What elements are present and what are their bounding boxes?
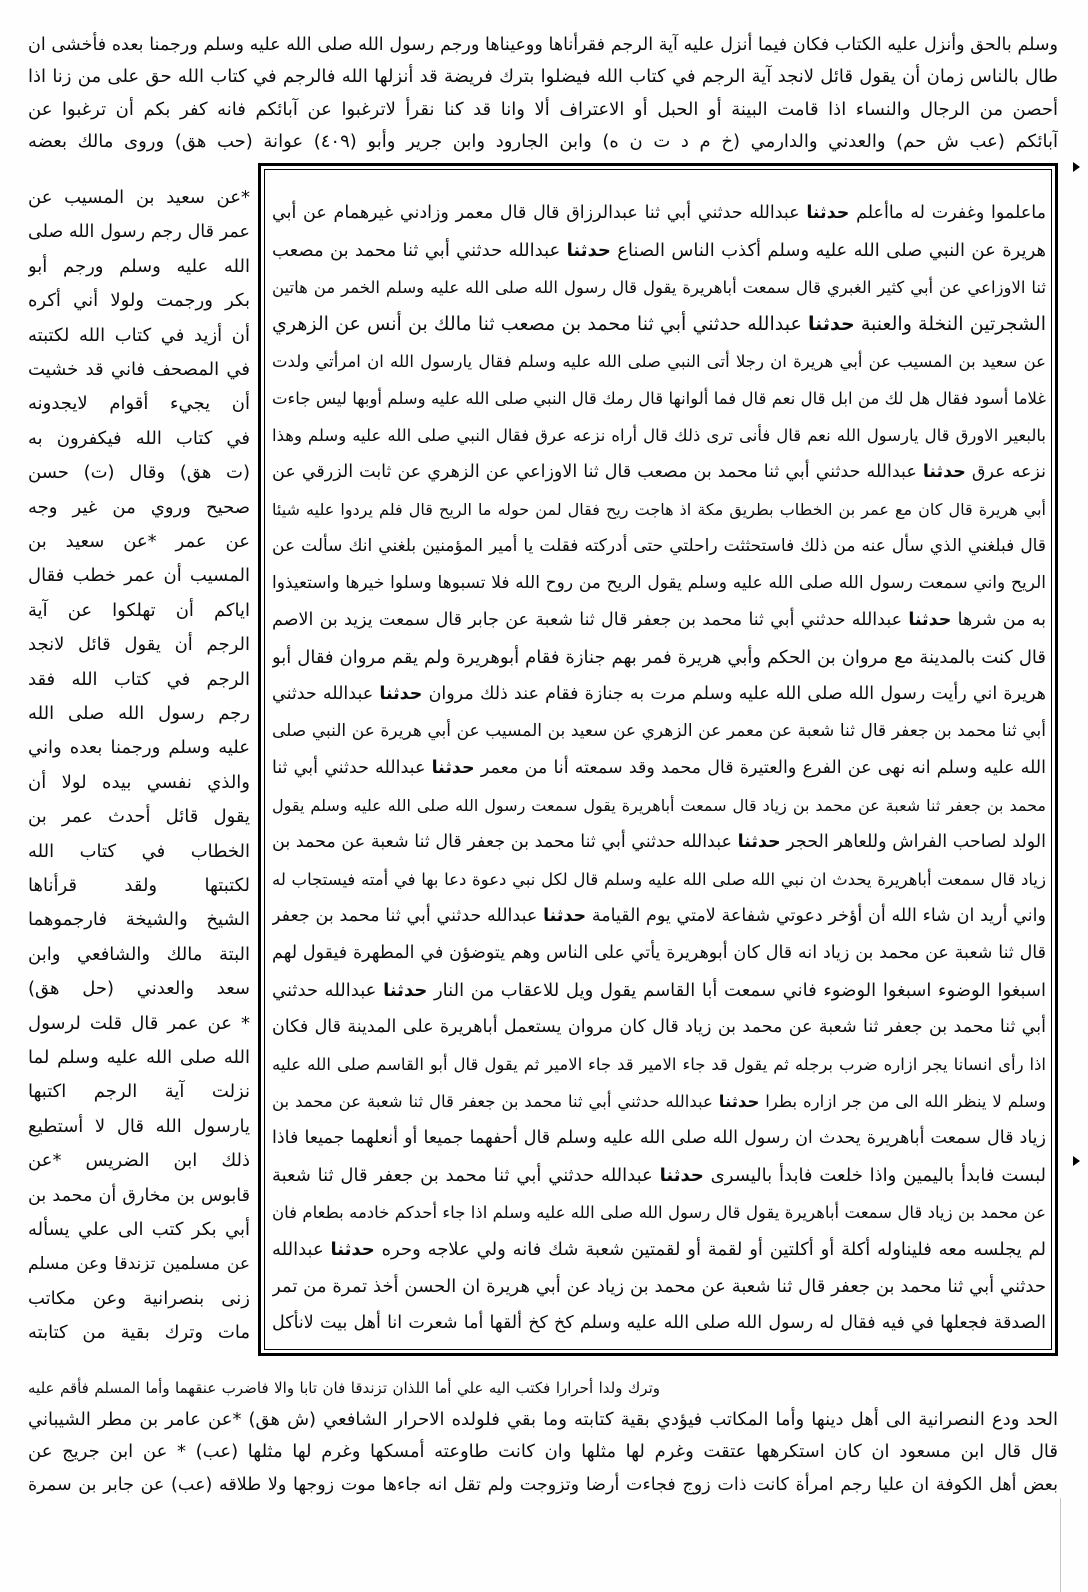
- margin-commentary-column: [28, 181, 250, 1353]
- haddathana-marker: حدثنا: [908, 610, 952, 630]
- bottom-text-line: قال قال ابن مسعود ان كان استكرهها عتقت وغرم لها مثلها وان كانت طاوعته أمسكها وغرم لها مثلها (عب) * عن ابن جريج عن: [28, 1441, 1058, 1462]
- haddathana-marker: حدثنا: [543, 906, 587, 926]
- margin-text-line: ذلك ابن الضريس *عن: [28, 1150, 250, 1171]
- margin-text-line: يقول قائل أحدث عمر بن: [28, 806, 250, 827]
- main-text-line: لم يجلسه معه فليناوله أكلة أو أكلتين أو لقمة أو لقمتين شعبة شك فانه ولي علاجه وحره حدثنا عبدالله: [272, 1239, 1046, 1260]
- top-text-block: [28, 29, 1058, 161]
- top-text-line: طال بالناس زمان أن يقول قائل لانجد آية الرجم في كتاب الله فيضلوا بترك فريضة قد أنزلها الله فالرجم في كتاب الله حق على من زنا اذا: [28, 66, 1058, 87]
- main-text-line: الريح واني سمعت رسول الله صلى الله عليه وسلم يقول الريح من روح الله فلا تسبوها وسلوا خيرها واستعيذوا: [272, 573, 1046, 593]
- main-text-line: غلاما أسود فقال هل لك من ابل قال نعم قال فما ألوانها قال رمك قال النبي صلى الله عليه وسلم أوبها ليس جاءت: [272, 389, 1046, 408]
- margin-text-line: الله صلى الله عليه وسلم لما: [28, 1047, 250, 1068]
- main-text-line: قال فبلغني الذي سأل عنه من ذلك فاستحثثت راحلتي حتى أدركته فقلت يا أمير المؤمنين بلغني انك سألت عن: [272, 536, 1046, 556]
- haddathana-marker: حدثنا: [922, 462, 966, 482]
- main-text-line: الله عليه وسلم انه نهى عن الفرع والعتيرة قال محمد وقد سمعته أنا من معمر حدثنا عبدالله حدثني أبي ثنا: [272, 758, 1046, 778]
- haddathana-marker: حدثنا: [566, 240, 611, 261]
- top-text-line: آبائكم (عب ش حم) والعدني والدارمي (خ م د ت ن ه) وابن الجارود وابن جرير وأبو (٤٠٩) عوانة (حب هق) وروى مالك بعضه: [28, 131, 1058, 152]
- main-text-line: الولد لصاحب الفراش وللعاهر الحجر حدثنا عبدالله حدثني أبي ثنا محمد بن جعفر قال ثنا شعبة عن محمد بن: [272, 832, 1046, 852]
- main-text-line: عن سعيد بن المسيب عن أبي هريرة ان رجلا أتى النبي صلى الله عليه وسلم فقال يارسول الله ان امرأتي ولدت: [272, 352, 1046, 371]
- main-text-line: زياد قال سمعت أباهريرة يحدث ان رسول الله صلى الله عليه وسلم قال أحفهما جميعا أو أنعلهما جميعا فاذا: [272, 1128, 1046, 1148]
- haddathana-marker: حدثنا: [806, 203, 850, 223]
- margin-text-line: المسيب أن عمر خطب فقال: [28, 565, 250, 586]
- haddathana-marker: حدثنا: [807, 313, 855, 335]
- margin-text-line: زنى بنصرانية وعن مكاتب: [28, 1288, 250, 1309]
- margin-text-line: عن عمر *عن سعيد بن: [28, 531, 250, 552]
- main-text-line: الشجرتين النخلة والعنبة حدثنا عبدالله حدثني أبي ثنا محمد بن مصعب ثنا مالك بن أنس عن الزهري: [272, 313, 1046, 335]
- margin-text-line: اياكم أن تهلكوا عن آية: [28, 600, 250, 621]
- margin-text-line: يارسول الله قال لا أستطيع: [28, 1116, 250, 1137]
- page-gutter-line: [1060, 1498, 1061, 1592]
- margin-text-line: بكر ورجمت ولولا أني أكره: [28, 290, 250, 311]
- main-text-line: حدثني أبي ثنا محمد بن جعفر قال ثنا شعبة عن محمد بن زياد عن أبي هريرة ان الحسن أخذ تمرة من تمر: [272, 1276, 1046, 1297]
- main-text-line: اذا رأى انسانا يجر ازاره ضرب برجله ثم يقول قد جاء الامير قد جاء الامير ثم يقول قال أبو القاسم صلى الله عليه: [272, 1055, 1046, 1074]
- margin-text-line: الله عليه وسلم ورجم أبو: [28, 256, 250, 277]
- main-text-line: أبي ثنا محمد بن جعفر ثنا شعبة عن محمد بن زياد قال كان مروان يستعمل أباهريرة على المدينة قال فكان: [272, 1017, 1046, 1037]
- haddathana-marker: حدثنا: [383, 980, 428, 1001]
- main-text-block: [272, 195, 1046, 1345]
- main-text-line: به من شرها حدثنا عبدالله حدثني أبي ثنا محمد بن جعفر قال ثنا شعبة عن جابر قال سمعت يزيد بن الاصم: [272, 610, 1046, 630]
- margin-text-line: في كتاب الله فيكفرون به: [28, 428, 250, 449]
- haddathana-marker: حدثنا: [718, 1092, 760, 1111]
- margin-text-line: أبي بكر كتب الى علي يسأله: [28, 1219, 250, 1240]
- margin-text-line: مات وترك بقية من كتابته: [28, 1322, 250, 1343]
- margin-text-line: *عن سعيد بن المسيب عن: [28, 187, 250, 208]
- margin-text-line: الرجم أن يقول قائل لانجد: [28, 634, 250, 655]
- main-text-line: قال ثنا شعبة عن محمد بن زياد انه قال كان أبوهريرة يأتي على الناس وهم يتوضؤن في المطهرة فيقول لهم: [272, 943, 1046, 963]
- margin-text-line: سعد والعدني (حل هق): [28, 978, 250, 999]
- main-text-line: ثنا الاوزاعي عن أبي كثير الغبري قال سمعت أباهريرة يقول قال رسول الله صلى الله عليه وسلم الخمر من هاتين: [272, 278, 1046, 297]
- main-text-line: أبي هريرة قال كان مع عمر بن الخطاب بطريق مكة اذ هاجت ريح فقال لمن حوله ما الريح قال فلم يردوا عليه شيئا: [272, 500, 1046, 519]
- margin-text-line: صحيح وروي من غير وجه: [28, 497, 250, 518]
- haddathana-marker: حدثنا: [659, 1165, 704, 1186]
- margin-text-line: * عن عمر قال قلت لرسول: [28, 1013, 250, 1034]
- haddathana-marker: حدثنا: [379, 684, 423, 704]
- main-text-line: هريرة اني رأيت رسول الله صلى الله عليه وسلم مرت به جنازة فقام عند ذلك مروان حدثنا عبدالله حدثني: [272, 684, 1046, 704]
- main-text-line: وسلم لا ينظر الله الى من جر ازاره بطرا حدثنا عبدالله حدثني أبي ثنا محمد بن جعفر قال ثنا شعبة عن محمد بن: [272, 1092, 1046, 1111]
- main-text-line: ماعلموا وغفرت له ماأعلم حدثنا عبدالله حدثني أبي ثنا عبدالرزاق قال قال معمر وزادني غيرهمام عن أبي: [272, 203, 1046, 223]
- bottom-text-line: بعض أهل الكوفة ان عليا رجم امرأة كانت ذات زوج فجاءت أرضا وتزوجت ولم تقل انه جاءها موت زوجها ولا طلاقه (عب) عن جابر بن سمرة: [28, 1475, 1058, 1495]
- haddathana-marker: حدثنا: [431, 758, 475, 778]
- margin-text-line: الخطاب في كتاب الله: [28, 841, 250, 862]
- margin-text-line: أن أزيد في كتاب الله لكتبته: [28, 325, 250, 346]
- main-text-line: زياد قال سمعت أباهريرة يحدث ان نبي الله صلى الله عليه وسلم قال لكل نبي دعوة دعا بها في أمته فيستجاب له: [272, 870, 1046, 889]
- main-text-line: واني أريد ان شاء الله أن أؤخر دعوتي شفاعة لامتي يوم القيامة حدثنا عبدالله حدثني أبي ثنا محمد بن جعفر: [272, 906, 1046, 926]
- margin-text-line: أن يجيء أقوام لايجدونه: [28, 393, 250, 414]
- page-edge-mark: [1073, 162, 1080, 172]
- bottom-text-line: وترك ولدا أحرارا فكتب اليه علي أما اللذان تزندقا فان تابا والا فاضرب عنقهما وأما المسلم فأقم عليه: [28, 1379, 660, 1397]
- margin-text-line: عن مسلمين تزندقا وعن مسلم: [28, 1254, 250, 1274]
- margin-text-line: الرجم في كتاب الله فقد: [28, 669, 250, 690]
- main-text-line: لبست فابدأ باليمين واذا خلعت فابدأ باليسرى حدثنا عبدالله حدثني أبي ثنا محمد بن جعفر قال ثنا شعبة: [272, 1165, 1046, 1186]
- margin-text-line: عمر قال رجم رسول الله صلى: [28, 222, 250, 242]
- main-text-line: الصدقة فجعلها في فيه فقال له رسول الله صلى الله عليه وسلم كخ كخ ألقها أما شعرت انا أهل بيت لانأكل: [272, 1313, 1046, 1333]
- margin-text-line: لكتبتها ولقد قرأناها: [28, 875, 250, 896]
- haddathana-marker: حدثنا: [330, 1239, 375, 1260]
- margin-text-line: في المصحف فاني قد خشيت: [28, 359, 250, 380]
- margin-text-line: رجم رسول الله صلى الله: [28, 703, 250, 724]
- margin-text-line: عليه وسلم ورجمنا بعده واني: [28, 737, 250, 758]
- main-text-line: نزعه عرق حدثنا عبدالله حدثني أبي ثنا محمد بن مصعب قال ثنا الاوزاعي عن الزهري عن ثابت الزرقي عن: [272, 462, 1046, 482]
- margin-text-line: الشيخ والشيخة فارجموهما: [28, 909, 250, 930]
- main-text-line: اسبغوا الوضوء اسبغوا الوضوء فاني سمعت أبا القاسم يقول ويل للاعقاب من النار حدثنا عبدالله حدثني: [272, 980, 1046, 1001]
- top-text-line: أحصن من الرجال والنساء اذا قامت البينة أو الحبل أو الاعتراف ألا وانا قد كنا نقرأ لاترغبوا عن آبائكم فانه كفر بكم أن ترغبوا عن: [28, 99, 1058, 120]
- margin-text-line: البتة مالك والشافعي وابن: [28, 944, 250, 965]
- margin-text-line: نزلت آية الرجم اكتبها: [28, 1081, 250, 1102]
- bottom-text-line: الحد ودع النصرانية الى أهل دينها وأما المكاتب فيؤدي بقية كتابته وما بقي فلولده الاحرار الشافعي (ش هق) *عن عامر بن مطر الشيباني: [28, 1409, 1058, 1430]
- margin-text-line: (ت هق) وقال (ت) حسن: [28, 462, 250, 483]
- main-text-line: هريرة عن النبي صلى الله عليه وسلم أكذب الناس الصناع حدثنا عبدالله حدثني أبي ثنا محمد بن مصعب: [272, 240, 1046, 261]
- bottom-text-block: [28, 1372, 1058, 1504]
- main-text-line: أبي ثنا محمد بن جعفر قال ثنا شعبة عن معمر عن الزهري عن سعيد بن المسيب عن أبي هريرة عن النبي صلى: [272, 721, 1046, 741]
- main-text-line: محمد بن جعفر ثنا شعبة عن محمد بن زياد قال سمعت أباهريرة يقول سمعت رسول الله صلى الله عليه وسلم يقول: [272, 796, 1046, 815]
- main-text-line: عن محمد بن زياد قال سمعت أباهريرة يقول قال رسول الله صلى الله عليه وسلم اذا جاء أحدكم خادمه بطعام فان: [272, 1203, 1046, 1222]
- main-text-line: قال كنت بالمدينة مع مروان بن الحكم وأبي هريرة فمر بهم جنازة فقام أبوهريرة ولم يقم مروان فقال أبو: [272, 647, 1046, 668]
- margin-text-line: والذي نفسي بيده لولا أن: [28, 772, 250, 793]
- margin-text-line: قابوس بن مخارق أن محمد بن: [28, 1186, 250, 1206]
- haddathana-marker: حدثنا: [737, 832, 781, 852]
- main-text-line: بالبعير الاورق قال يارسول الله نعم قال فأنى ترى ذلك قال أراه نزعه عرق فقال النبي صلى الله عليه وسلم وهذا: [272, 426, 1046, 445]
- page-edge-mark: [1073, 1156, 1080, 1166]
- top-text-line: وسلم بالحق وأنزل عليه الكتاب فكان فيما أنزل عليه آية الرجم فقرأناها ووعيناها ورجم رسول الله صلى الله عليه وسلم ورجمنا بعده فأخشى ان: [28, 35, 1058, 55]
